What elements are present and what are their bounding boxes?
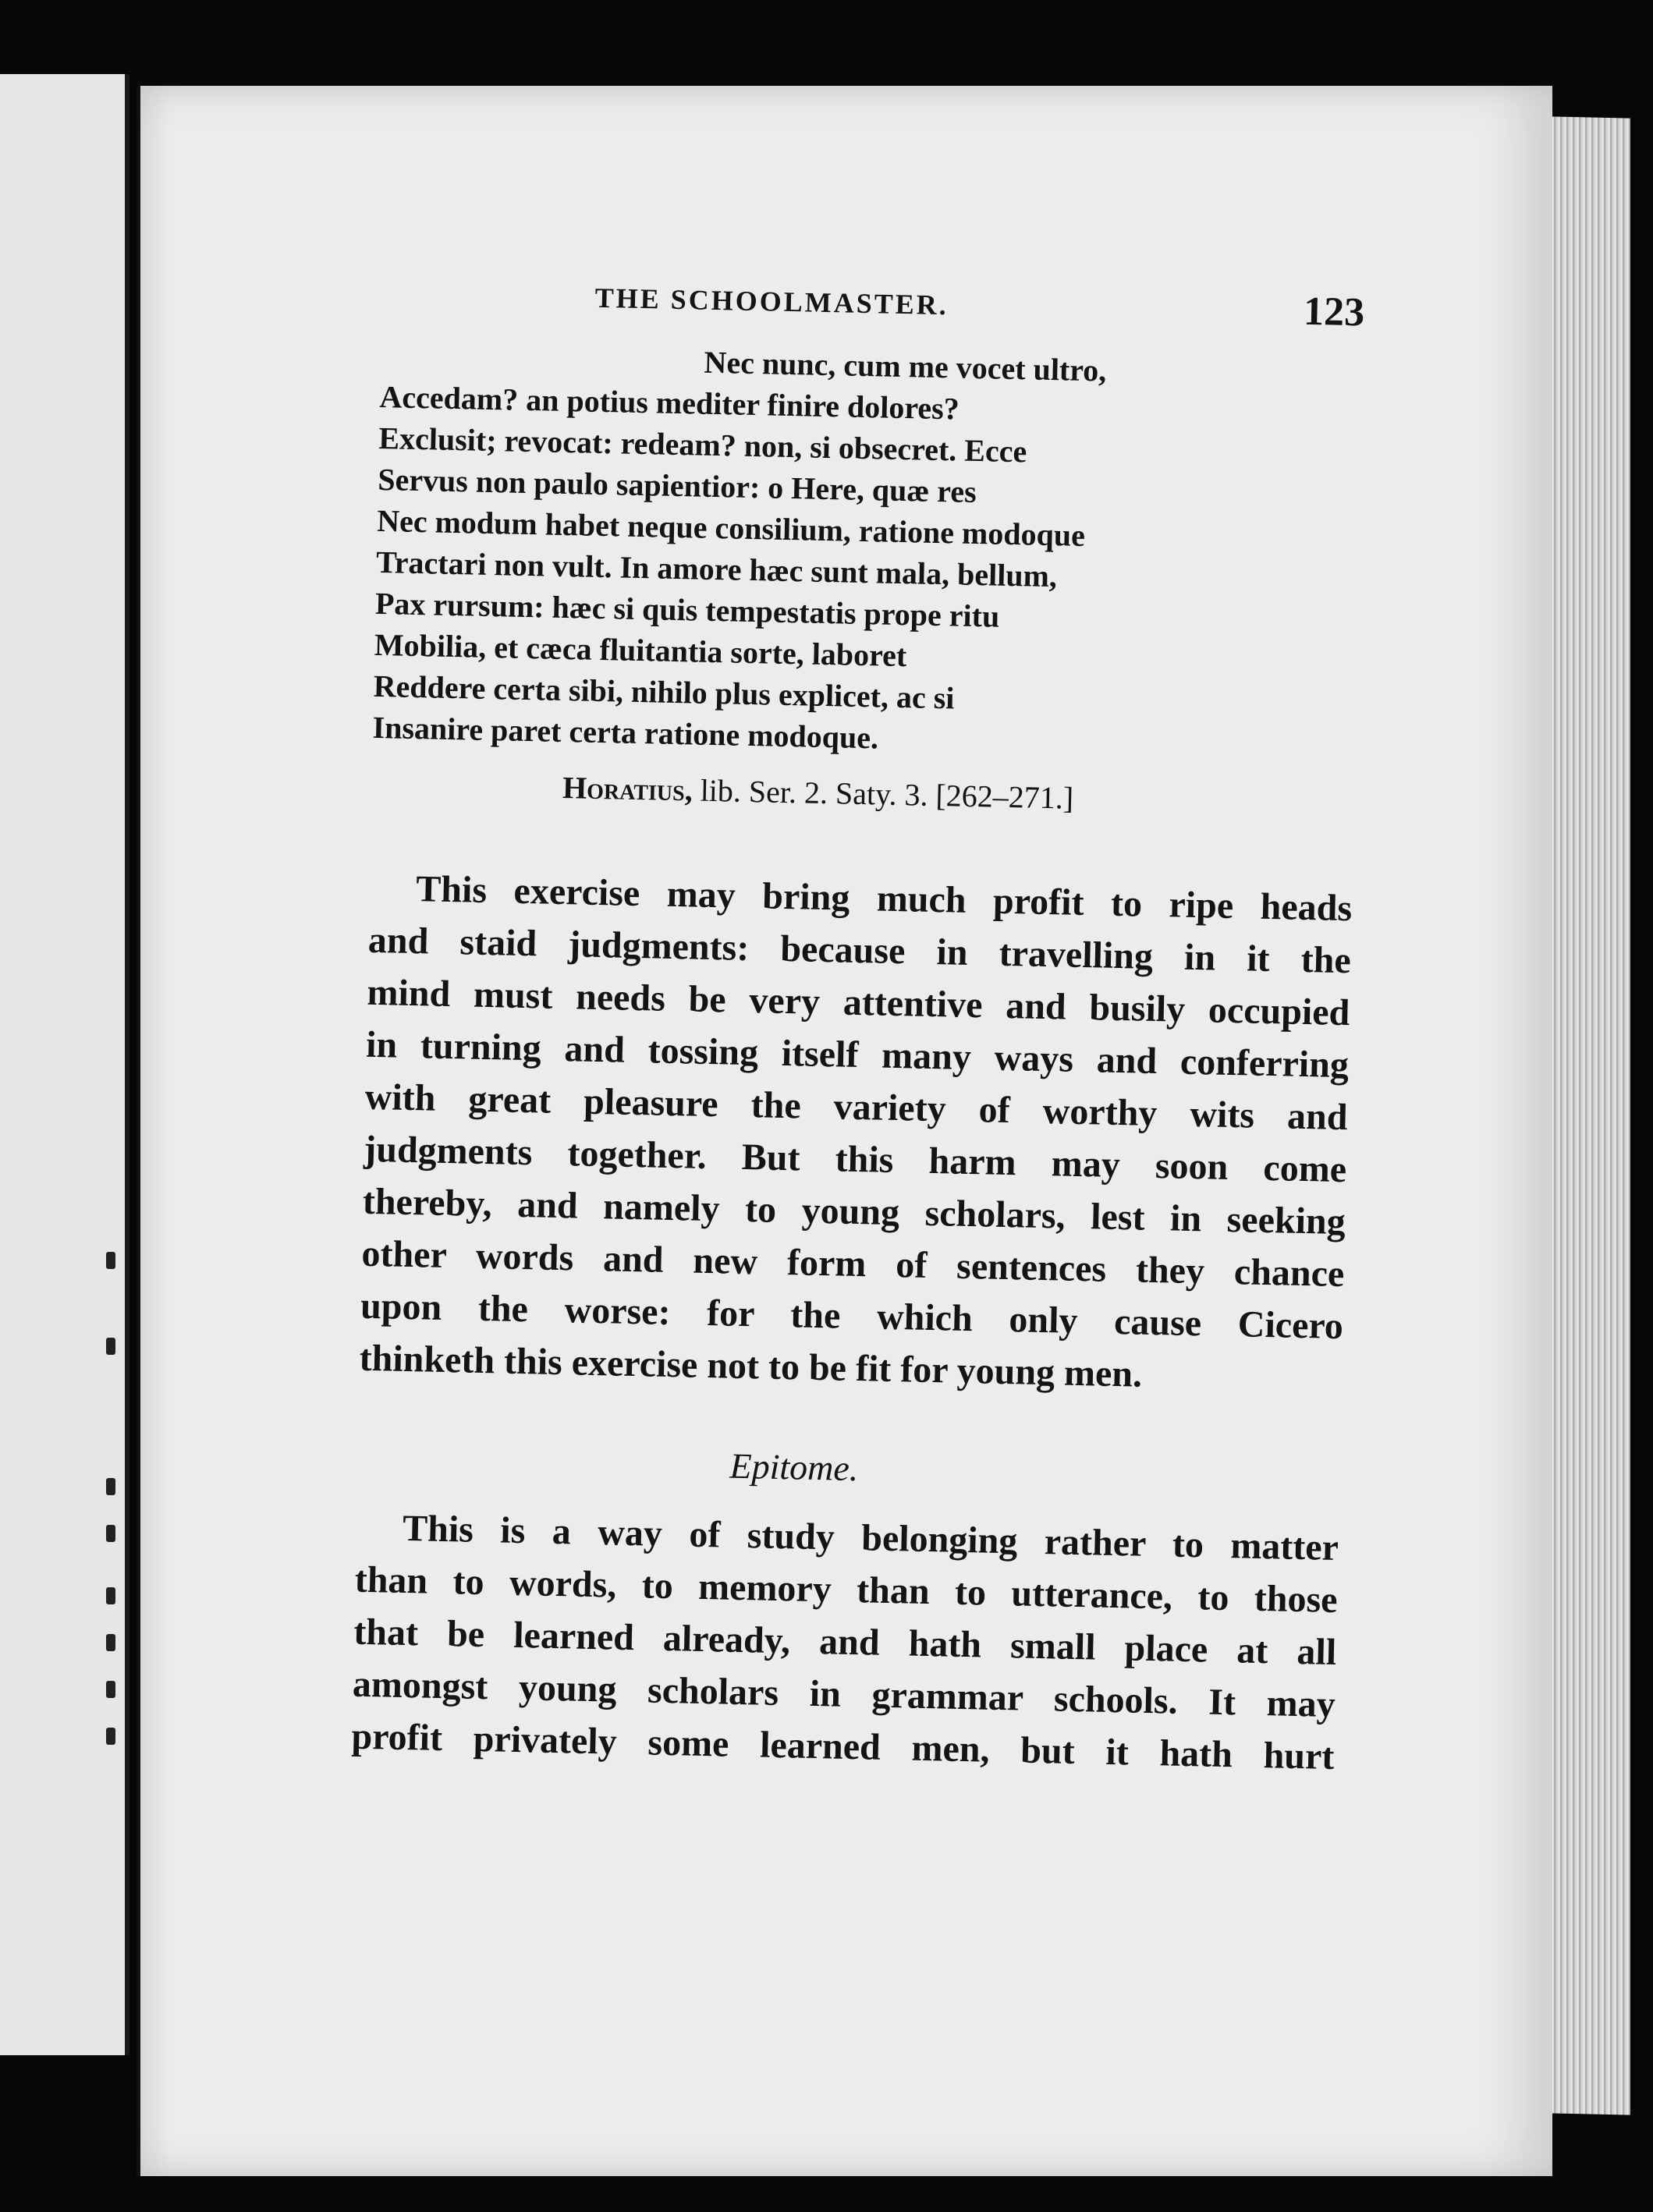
adjacent-page-edge [0, 74, 129, 2055]
verse-line: Tractari non vult. In amore hæc sunt mala, bellum, [375, 544, 1058, 594]
citation-reference: lib. Ser. 2. Saty. 3. [262–271.] [692, 772, 1074, 816]
page-fragment-mark [106, 1634, 115, 1651]
verse-line: Servus non paulo sapientior: o Here, quæ res [377, 461, 977, 510]
verse-line: Exclusit; revocat: redeam? non, si obsecret. Ecce [378, 420, 1027, 470]
page-content [351, 269, 1365, 1783]
book-page [137, 86, 1552, 2176]
paragraph-epitome [351, 1501, 1339, 1783]
verse-line: Pax rursum: hæc si quis tempestatis prope ritu [374, 585, 1000, 634]
page-fragment-mark [106, 1525, 115, 1542]
paragraph-exercise [359, 862, 1353, 1405]
paragraph-line: mind must needs be very attentive and busily occupied [367, 971, 1350, 1034]
verse-line: Insanire paret certa ratione modoque. [372, 709, 879, 756]
running-title: THE SCHOOLMASTER. [594, 282, 949, 321]
paragraph-line: This is a way of study belonging rather to matter [402, 1507, 1339, 1569]
paragraph-line: upon the worse: for the which only cause Cicero [360, 1285, 1344, 1348]
page-fragment-mark [106, 1478, 115, 1495]
paragraph-line: thereby, and namely to young scholars, lest in seeking [362, 1180, 1346, 1243]
section-heading-epitome: Epitome. [729, 1445, 859, 1489]
verse-line: Accedam? an potius mediter finire dolores? [379, 378, 960, 427]
running-head [381, 269, 1365, 344]
paragraph-line: profit privately some learned men, but it hath hurt [351, 1715, 1335, 1778]
verse-line: Nec modum habet neque consilium, ratione modoque [376, 502, 1086, 553]
citation-author: Horatius, [562, 769, 693, 808]
paragraph-line: thinketh this exercise not to be fit for young men. [359, 1337, 1143, 1395]
latin-verse-quotation [372, 335, 1364, 768]
paragraph-line: amongst young scholars in grammar schools. It may [352, 1663, 1336, 1725]
page-fragment-mark [106, 1728, 115, 1745]
page-fragment-mark [106, 1587, 115, 1604]
verse-line: Mobilia, et cæca fluitantia sorte, laboret [374, 626, 907, 674]
page-fragment-mark [106, 1681, 115, 1698]
paragraph-line: than to words, to memory than to utterance, to those [354, 1558, 1339, 1622]
paragraph-line: judgments together. But this harm may soon come [363, 1128, 1347, 1191]
paragraph-line: other words and new form of sentences they chance [361, 1232, 1345, 1296]
paragraph-line: This exercise may bring much profit to ripe heads [415, 868, 1353, 930]
verse-line: Reddere certa sibi, nihilo plus explicet, ac si [373, 668, 955, 716]
page-number: 123 [1303, 289, 1365, 335]
paragraph-line: that be learned already, and hath small place at all [353, 1611, 1337, 1673]
paragraph-line: and staid judgments: because in travelling in it the [367, 919, 1352, 982]
page-fragment-mark [106, 1338, 115, 1355]
paragraph-line: in turning and tossing itself many ways and conferring [365, 1023, 1350, 1087]
page-fragment-mark [106, 1252, 115, 1269]
verse-line: Nec nunc, cum me vocet ultro, [704, 344, 1107, 388]
verse-citation [371, 762, 1355, 826]
paragraph-line: with great pleasure the variety of worthy wits and [364, 1076, 1349, 1139]
